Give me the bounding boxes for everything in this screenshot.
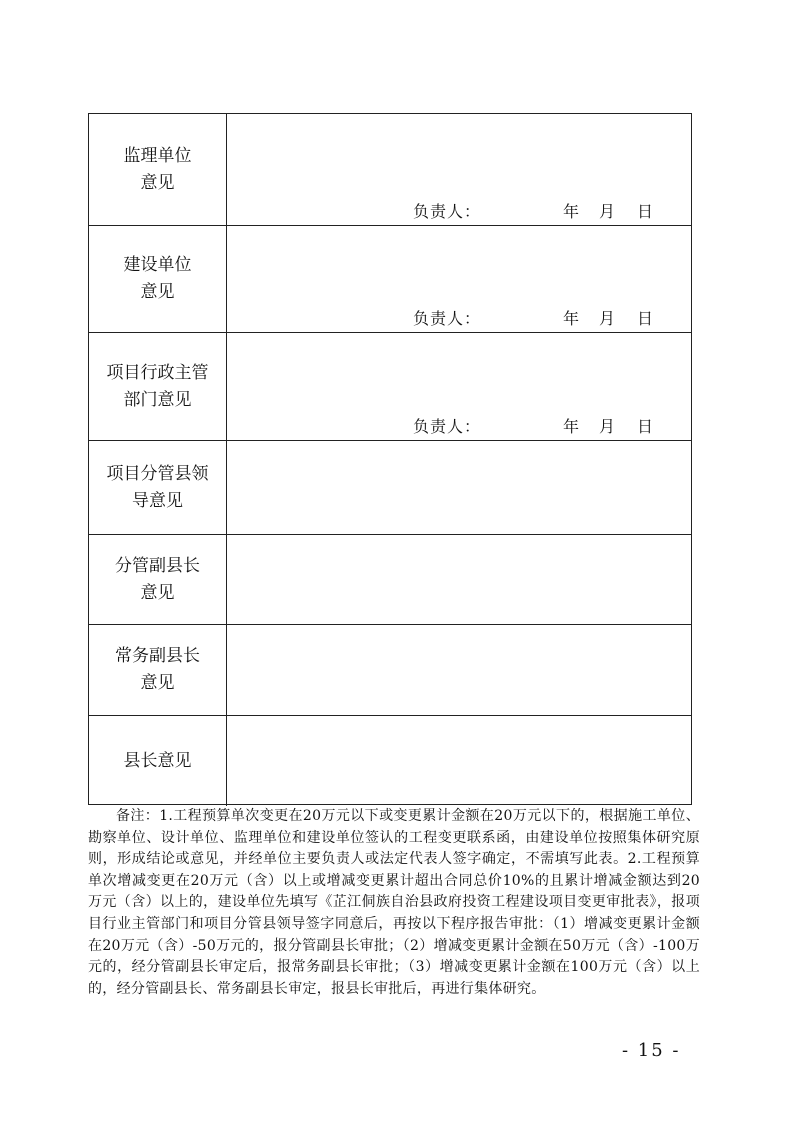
day-label: 日 xyxy=(637,202,655,221)
row-label-line: 分管副县长 xyxy=(115,555,200,576)
page-number: - 15 - xyxy=(622,1040,681,1061)
table-row xyxy=(89,625,691,716)
remarks-text: 备注：1.工程预算单次变更在20万元以下或变更累计金额在20万元以下的，根据施工单位、勘察单位、设计单位、监理单位和建设单位签认的工程变更联系函，由建设单位按照集体研究原则，形成结论或意见，并经单位主要负责人或法定代表人签字确定，不需填写此表。2.工程预算单次增减变更在20万元（含）以上或增减变更累计超出合同总价10%的且累计增减金额达到20万元（含）以上的，建设单位先填写《芷江侗族自治县政府投资工程建设项目变更审批表》，报项目行业主管部门和项目分管县领导签字同意后，再按以下程序报告审批：（1）增减变更累计金额在20万元（含）-50万元的，报分管副县长审批；（2）增减变更累计金额在50万元（含）-100万元的，经分管副县长审定后，报常务副县长审批；（3）增减变更累计金额在100万元（含）以上的，经分管副县长、常务副县长审定，报县长审批后，再进行集体研究。 xyxy=(88,808,700,997)
responsible-person-label: 负责人： xyxy=(413,417,482,436)
remarks-note xyxy=(88,806,700,1000)
opinion-field[interactable] xyxy=(227,625,691,715)
row-label-line: 意见 xyxy=(140,172,175,193)
table-row xyxy=(89,114,691,226)
table-row xyxy=(89,441,691,535)
table-row xyxy=(89,333,691,441)
month-label: 月 xyxy=(599,202,617,221)
year-label: 年 xyxy=(563,202,581,221)
row-label xyxy=(89,716,227,806)
row-label-line: 县长意见 xyxy=(123,750,192,771)
opinion-field[interactable] xyxy=(227,441,691,534)
row-label xyxy=(89,114,227,225)
row-label-line: 导意见 xyxy=(132,490,183,511)
opinion-field[interactable] xyxy=(227,226,691,332)
row-label-line: 常务副县长 xyxy=(115,646,200,666)
day-label: 日 xyxy=(637,417,655,436)
year-label: 年 xyxy=(563,309,581,328)
responsible-person-label: 负责人： xyxy=(413,202,482,221)
opinion-field[interactable] xyxy=(227,535,691,624)
row-label-line: 意见 xyxy=(140,582,175,603)
row-label xyxy=(89,441,227,534)
table-row xyxy=(89,535,691,625)
row-label-line: 项目分管县领 xyxy=(106,463,209,484)
row-label-line: 部门意见 xyxy=(123,389,192,410)
row-label-line: 监理单位 xyxy=(123,145,192,166)
table-row xyxy=(89,226,691,333)
row-label-line: 意见 xyxy=(140,282,175,302)
row-label xyxy=(89,226,227,332)
table-row xyxy=(89,716,691,806)
row-label xyxy=(89,535,227,624)
opinion-field[interactable] xyxy=(227,114,691,225)
opinion-field[interactable] xyxy=(227,716,691,806)
approval-table xyxy=(88,113,692,805)
year-label: 年 xyxy=(563,417,581,436)
row-label xyxy=(89,625,227,715)
month-label: 月 xyxy=(599,417,617,436)
responsible-person-label: 负责人： xyxy=(413,309,482,328)
row-label-line: 项目行政主管 xyxy=(106,362,209,383)
day-label: 日 xyxy=(637,309,655,328)
row-label-line: 建设单位 xyxy=(123,255,192,275)
row-label xyxy=(89,333,227,440)
opinion-field[interactable] xyxy=(227,333,691,440)
month-label: 月 xyxy=(599,309,617,328)
row-label-line: 意见 xyxy=(140,673,175,693)
